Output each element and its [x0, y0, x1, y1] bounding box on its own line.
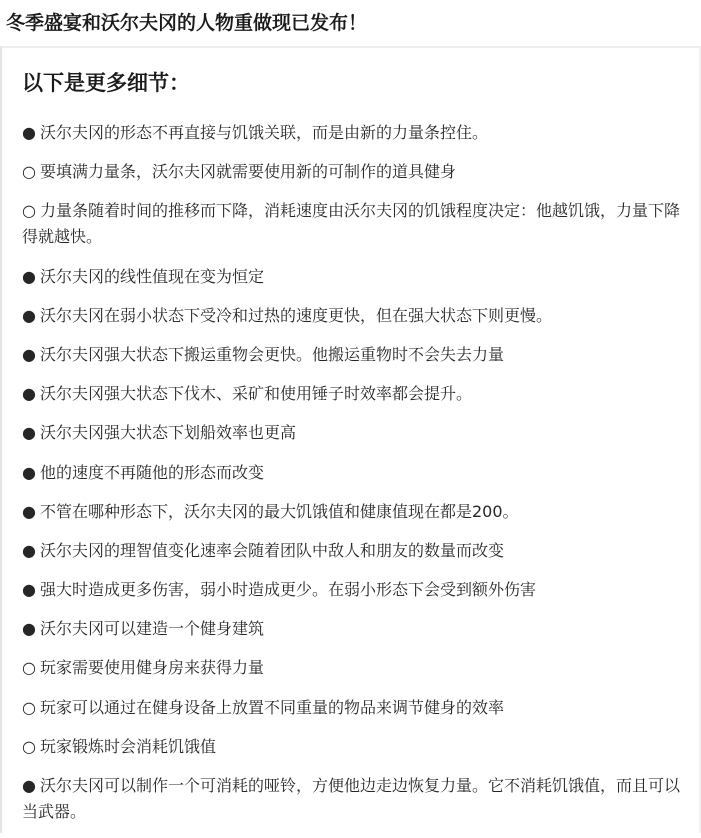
list-item-text: 玩家锻炼时会消耗饥饿值	[39, 736, 216, 756]
list-item-text: 沃尔夫冈强大状态下搬运重物会更快。他搬运重物时不会失去力量	[39, 344, 504, 364]
list-item-text: 沃尔夫冈可以建造一个健身建筑	[39, 619, 264, 639]
bullet-marker: ●	[22, 266, 36, 286]
list-item	[22, 159, 682, 185]
list-item-text: 沃尔夫冈强大状态下伐木、采矿和使用锤子时效率都会提升。	[39, 384, 472, 404]
list-item-text: 他的速度不再随他的形态而改变	[39, 462, 264, 482]
list-item	[22, 460, 682, 486]
content-card	[0, 46, 701, 833]
list-item	[22, 342, 682, 368]
list-item	[22, 538, 682, 564]
bullet-marker: ○	[22, 736, 36, 756]
list-item	[22, 616, 682, 642]
list-item-text: 不管在哪种形态下，沃尔夫冈的最大饥饿值和健康值现在都是200。	[39, 501, 519, 521]
bullet-marker: ●	[22, 423, 36, 443]
list-item	[22, 381, 682, 407]
list-item	[22, 303, 682, 329]
list-item	[22, 734, 682, 760]
bullet-marker: ○	[22, 201, 36, 221]
list-item	[22, 499, 682, 525]
list-item	[22, 120, 682, 146]
list-item-text: 沃尔夫冈强大状态下划船效率也更高	[39, 423, 296, 443]
list-item	[22, 773, 682, 825]
list-item	[22, 695, 682, 721]
list-item	[22, 655, 682, 681]
list-item-text: 玩家需要使用健身房来获得力量	[39, 658, 264, 678]
list-item-text: 沃尔夫冈的线性值现在变为恒定	[39, 266, 264, 286]
bullet-marker: ●	[22, 462, 36, 482]
page-title: 冬季盛宴和沃尔夫冈的人物重做现已发布！	[6, 12, 368, 34]
list-item-text: 强大时造成更多伤害，弱小时造成更少。在弱小形态下会受到额外伤害	[39, 580, 536, 600]
bullet-marker: ●	[22, 123, 36, 142]
list-item-text: 沃尔夫冈在弱小状态下受冷和过热的速度更快，但在强大状态下则更慢。	[39, 305, 552, 325]
bullet-marker: ●	[22, 540, 36, 560]
list-item	[22, 264, 682, 290]
section-heading: 以下是更多细节：	[22, 71, 190, 95]
detail-list	[22, 120, 682, 838]
bullet-marker: ●	[22, 344, 36, 364]
bullet-marker: ○	[22, 162, 36, 182]
bullet-marker: ○	[22, 697, 36, 717]
bullet-marker: ●	[22, 384, 36, 404]
bullet-marker: ●	[22, 501, 36, 521]
list-item-text: 沃尔夫冈的理智值变化速率会随着团队中敌人和朋友的数量而改变	[39, 540, 504, 560]
list-item	[22, 198, 682, 250]
bullet-marker: ●	[22, 580, 36, 600]
bullet-marker: ●	[22, 619, 36, 639]
list-item-text: 力量条随着时间的推移而下降，消耗速度由沃尔夫冈的饥饿程度决定：他越饥饿，力量下降得就越快。	[22, 201, 680, 247]
list-item-text: 沃尔夫冈可以制作一个可消耗的哑铃，方便他边走边恢复力量。它不消耗饥饿值，而且可以当武器。	[22, 776, 680, 821]
bullet-marker: ●	[22, 305, 36, 325]
list-item-text: 沃尔夫冈的形态不再直接与饥饿关联，而是由新的力量条控住。	[39, 123, 488, 142]
list-item-text: 要填满力量条，沃尔夫冈就需要使用新的可制作的道具健身	[39, 162, 456, 182]
bullet-marker: ○	[22, 658, 36, 678]
list-item	[22, 577, 682, 603]
list-item	[22, 420, 682, 446]
bullet-marker: ●	[22, 776, 36, 795]
list-item-text: 玩家可以通过在健身设备上放置不同重量的物品来调节健身的效率	[39, 697, 504, 717]
